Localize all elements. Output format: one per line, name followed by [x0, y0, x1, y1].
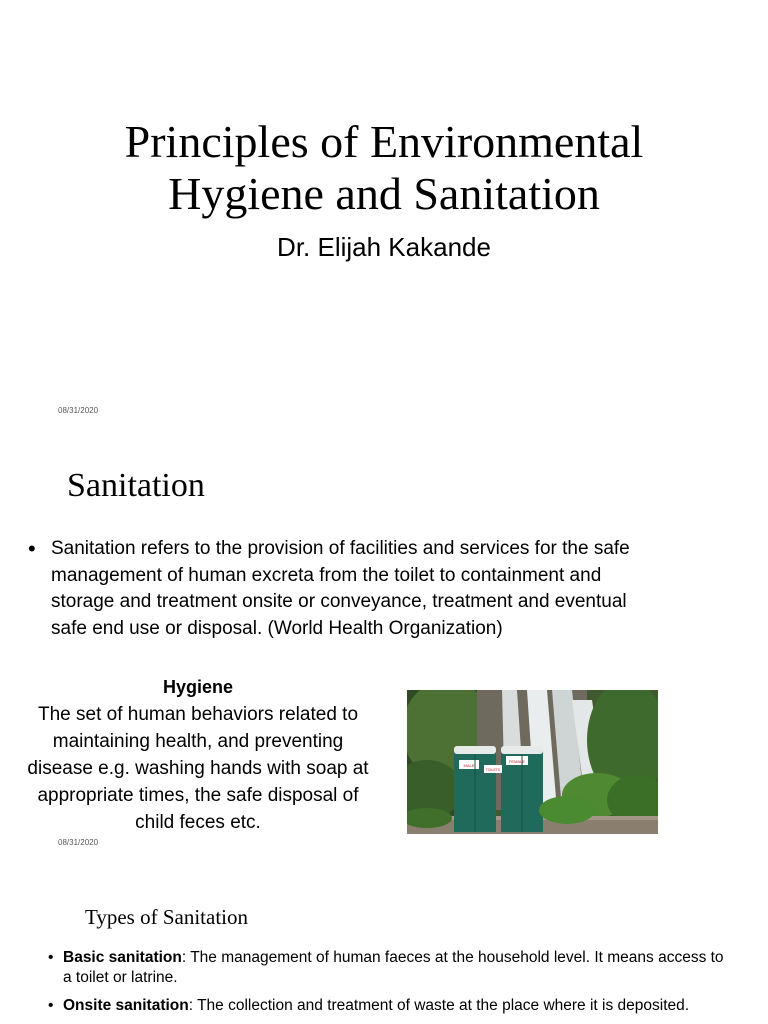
list-item	[48, 996, 728, 1016]
list-item	[48, 948, 728, 988]
types-of-sanitation-slide	[0, 864, 768, 1024]
hygiene-heading: Hygiene	[162, 677, 234, 697]
term: Basic sanitation	[63, 949, 182, 966]
term-description: : The management of human faeces at the household level. It means access to a toilet or latrine.	[63, 949, 724, 986]
hygiene-line-5: child feces etc.	[135, 812, 261, 833]
hygiene-line-1: The set of human behaviors related to	[37, 704, 359, 725]
title-line-2: Hygiene and Sanitation	[168, 168, 600, 219]
presentation-title	[0, 116, 768, 220]
term-description: : The collection and treatment of waste at the place where it is deposited.	[188, 997, 690, 1014]
toilets-sign: TOILETS	[485, 768, 501, 772]
definition-line-2: management of human excreta from the toilet to containment and	[51, 564, 602, 586]
bullet-icon: •	[48, 949, 54, 966]
male-sign: MALE	[463, 763, 475, 768]
definition-bullet	[28, 536, 728, 642]
hygiene-definition	[18, 674, 378, 836]
sanitation-definition	[51, 536, 630, 642]
definition-line-4: safe end use or disposal. (World Health Organization)	[51, 617, 503, 639]
title-slide	[0, 0, 768, 432]
title-line-1: Principles of Environmental	[124, 116, 644, 167]
sanitation-types-list	[48, 948, 728, 1024]
hygiene-line-4: appropriate times, the safe disposal of	[37, 785, 359, 806]
slide-title: Sanitation	[67, 467, 205, 504]
definition-line-1: Sanitation refers to the provision of facilities and services for the safe	[51, 538, 630, 559]
term: Onsite sanitation	[63, 997, 189, 1014]
slide-date: 08/31/2020	[58, 838, 99, 847]
sanitation-slide	[0, 432, 768, 864]
bullet-icon: •	[48, 997, 54, 1014]
bullet-icon: •	[28, 536, 36, 561]
female-sign: FEMALE	[508, 759, 526, 764]
hygiene-line-2: maintaining health, and preventing	[52, 731, 344, 752]
slide-title: Types of Sanitation	[85, 905, 249, 929]
author-subtitle: Dr. Elijah Kakande	[277, 232, 491, 262]
portable-toilets-photo	[407, 690, 658, 834]
hygiene-line-3: disease e.g. washing hands with soap at	[27, 758, 369, 779]
slide-date: 08/31/2020	[58, 406, 99, 415]
definition-line-3: storage and treatment onsite or conveyance, treatment and eventual	[51, 591, 627, 612]
